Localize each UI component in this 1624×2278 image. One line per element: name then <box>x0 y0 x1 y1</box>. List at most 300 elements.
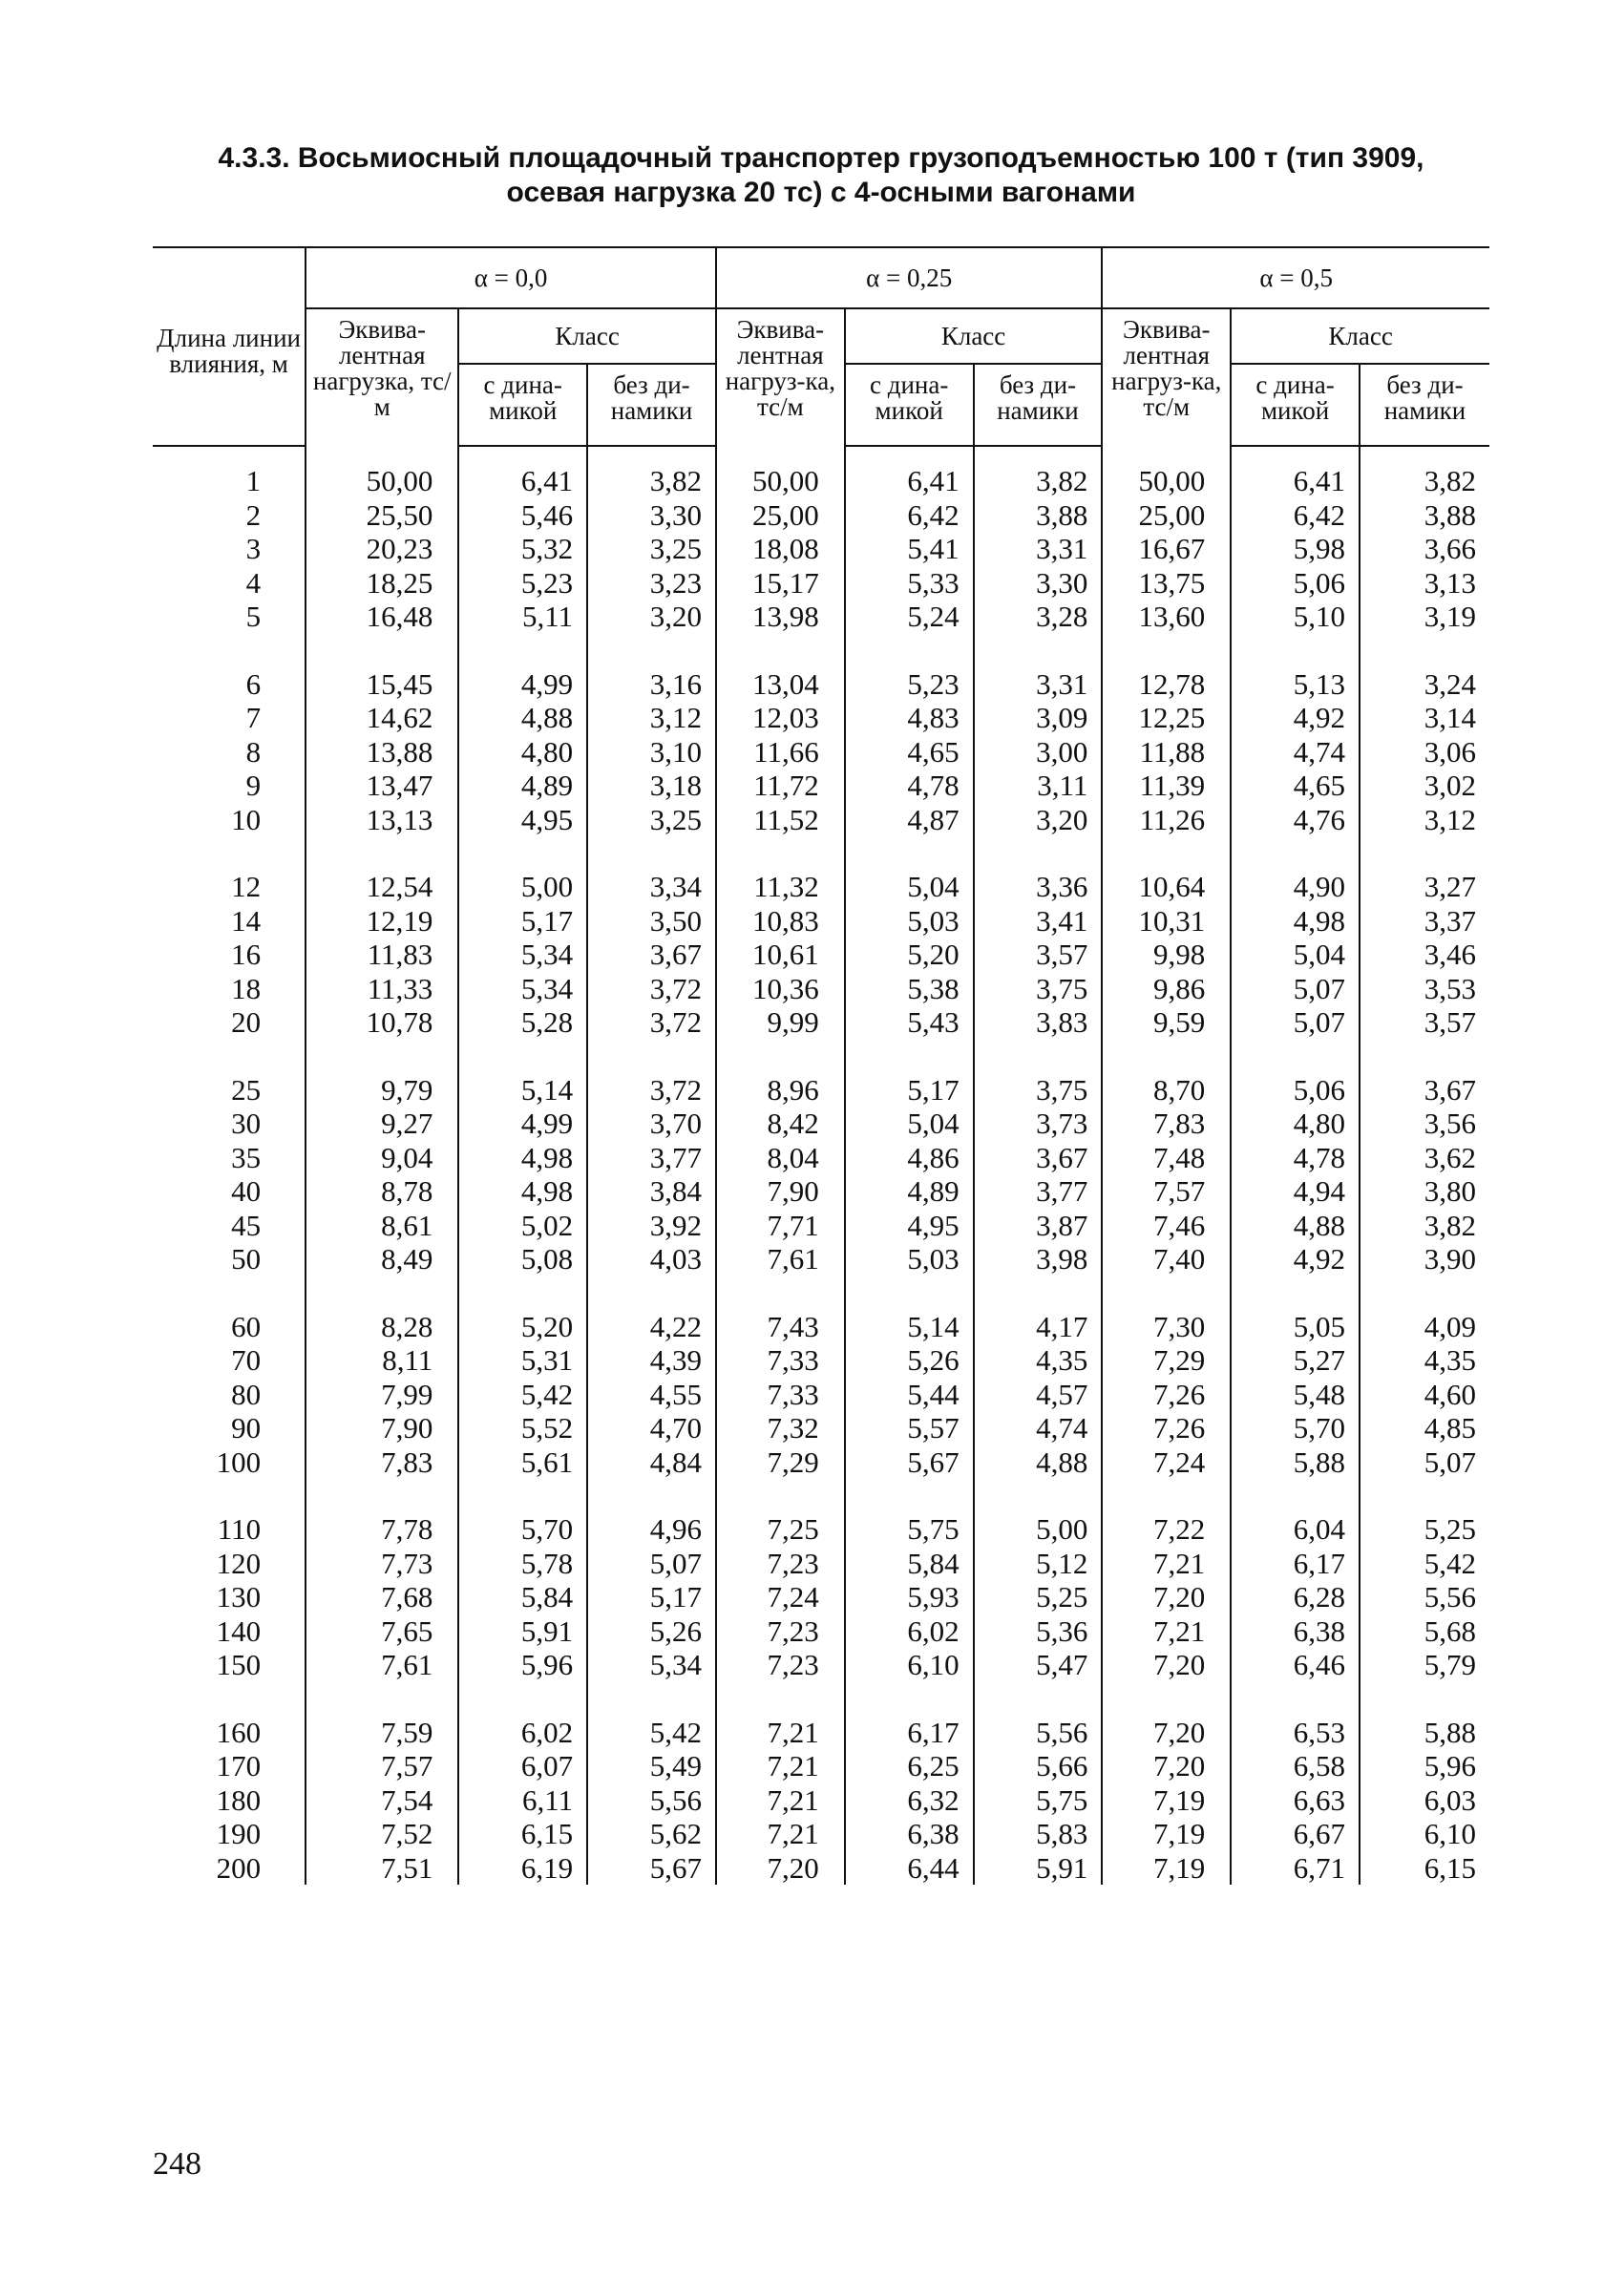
value-cell: 5,79 <box>1360 1648 1489 1682</box>
value-cell: 7,21 <box>716 1783 845 1818</box>
value-cell: 6,10 <box>1360 1817 1489 1851</box>
value-cell: 5,48 <box>1231 1378 1360 1412</box>
value-cell: 6,38 <box>845 1817 974 1851</box>
value-cell: 3,30 <box>974 566 1103 601</box>
value-cell: 3,13 <box>1360 566 1489 601</box>
value-cell: 3,28 <box>974 600 1103 634</box>
table-row <box>153 1378 1489 1412</box>
value-cell: 25,00 <box>716 498 845 533</box>
value-cell: 5,28 <box>458 1005 587 1040</box>
value-cell: 5,66 <box>974 1749 1103 1783</box>
table-row <box>153 1040 1489 1107</box>
value-cell: 5,32 <box>458 532 587 566</box>
value-cell: 4,95 <box>458 803 587 837</box>
value-cell: 3,75 <box>974 1040 1103 1107</box>
value-cell: 4,98 <box>1231 904 1360 939</box>
title-line-2: осевая нагрузка 20 тс) с 4-осными вагонами <box>506 177 1136 208</box>
value-cell: 3,06 <box>1360 735 1489 770</box>
value-cell: 5,31 <box>458 1343 587 1378</box>
value-cell: 7,99 <box>306 1378 458 1412</box>
value-cell: 4,78 <box>1231 1141 1360 1175</box>
value-cell: 7,32 <box>716 1411 845 1445</box>
value-cell: 50,00 <box>1102 446 1231 498</box>
value-cell: 8,70 <box>1102 1040 1231 1107</box>
length-cell: 9 <box>245 769 262 802</box>
value-cell: 6,04 <box>1231 1479 1360 1547</box>
value-cell: 11,33 <box>306 972 458 1006</box>
value-cell: 6,25 <box>845 1749 974 1783</box>
length-cell: 25 <box>231 1072 262 1107</box>
value-cell: 6,46 <box>1231 1648 1360 1682</box>
value-cell: 3,77 <box>974 1174 1103 1209</box>
length-cell: 30 <box>231 1107 262 1140</box>
value-cell: 5,04 <box>1231 938 1360 972</box>
value-cell: 4,39 <box>587 1343 716 1378</box>
table-row <box>153 1107 1489 1141</box>
value-cell: 4,65 <box>845 735 974 770</box>
value-cell: 7,20 <box>716 1851 845 1886</box>
value-cell: 7,52 <box>306 1817 458 1851</box>
value-cell: 6,02 <box>845 1614 974 1649</box>
length-cell: 20 <box>231 1005 262 1039</box>
length-cell: 7 <box>245 701 262 734</box>
value-cell: 11,88 <box>1102 735 1231 770</box>
value-cell: 5,07 <box>1231 972 1360 1006</box>
value-cell: 6,67 <box>1231 1817 1360 1851</box>
value-cell: 5,00 <box>974 1479 1103 1547</box>
value-cell: 4,80 <box>458 735 587 770</box>
value-cell: 6,11 <box>458 1783 587 1818</box>
value-cell: 4,84 <box>587 1445 716 1480</box>
value-cell: 3,14 <box>1360 701 1489 735</box>
value-cell: 12,78 <box>1102 634 1231 702</box>
value-cell: 5,26 <box>587 1614 716 1649</box>
value-cell: 10,31 <box>1102 904 1231 939</box>
value-cell: 25,50 <box>306 498 458 533</box>
value-cell: 6,17 <box>845 1682 974 1750</box>
value-cell: 3,67 <box>974 1141 1103 1175</box>
value-cell: 5,25 <box>974 1580 1103 1614</box>
length-cell: 130 <box>216 1580 262 1614</box>
value-cell: 7,20 <box>1102 1580 1231 1614</box>
value-cell: 5,42 <box>458 1378 587 1412</box>
table-row <box>153 498 1489 533</box>
length-cell: 4 <box>245 565 262 600</box>
load-table <box>153 246 1489 1885</box>
table-row <box>153 1242 1489 1276</box>
value-cell: 5,75 <box>974 1783 1103 1818</box>
value-cell: 5,70 <box>458 1479 587 1547</box>
value-cell: 7,23 <box>716 1614 845 1649</box>
value-cell: 4,99 <box>458 1107 587 1141</box>
value-cell: 11,39 <box>1102 769 1231 803</box>
value-cell: 9,04 <box>306 1141 458 1175</box>
value-cell: 12,03 <box>716 701 845 735</box>
value-cell: 16,48 <box>306 600 458 634</box>
value-cell: 6,71 <box>1231 1851 1360 1886</box>
value-cell: 5,10 <box>1231 600 1360 634</box>
table-row <box>153 1411 1489 1445</box>
value-cell: 5,34 <box>458 938 587 972</box>
table-row <box>153 1851 1489 1886</box>
header-class: Класс <box>845 308 1103 364</box>
value-cell: 7,43 <box>716 1276 845 1344</box>
value-cell: 7,23 <box>716 1648 845 1682</box>
value-cell: 5,20 <box>845 938 974 972</box>
value-cell: 4,98 <box>458 1141 587 1175</box>
value-cell: 7,21 <box>716 1817 845 1851</box>
value-cell: 10,83 <box>716 904 845 939</box>
value-cell: 3,41 <box>974 904 1103 939</box>
table-row <box>153 1174 1489 1209</box>
value-cell: 15,45 <box>306 634 458 702</box>
length-cell: 60 <box>231 1309 262 1343</box>
value-cell: 5,23 <box>845 634 974 702</box>
value-cell: 6,03 <box>1360 1783 1489 1818</box>
value-cell: 7,19 <box>1102 1851 1231 1886</box>
value-cell: 7,51 <box>306 1851 458 1886</box>
value-cell: 3,12 <box>1360 803 1489 837</box>
value-cell: 3,34 <box>587 836 716 904</box>
table-row <box>153 1445 1489 1480</box>
value-cell: 7,46 <box>1102 1209 1231 1243</box>
value-cell: 4,03 <box>587 1242 716 1276</box>
table-row <box>153 701 1489 735</box>
value-cell: 3,75 <box>974 972 1103 1006</box>
value-cell: 5,56 <box>587 1783 716 1818</box>
value-cell: 4,78 <box>845 769 974 803</box>
value-cell: 4,90 <box>1231 836 1360 904</box>
value-cell: 3,82 <box>1360 446 1489 498</box>
value-cell: 7,65 <box>306 1614 458 1649</box>
value-cell: 4,88 <box>458 701 587 735</box>
value-cell: 3,83 <box>974 1005 1103 1040</box>
value-cell: 3,72 <box>587 1005 716 1040</box>
value-cell: 7,26 <box>1102 1411 1231 1445</box>
value-cell: 3,31 <box>974 532 1103 566</box>
value-cell: 7,40 <box>1102 1242 1231 1276</box>
value-cell: 3,50 <box>587 904 716 939</box>
value-cell: 7,73 <box>306 1547 458 1581</box>
value-cell: 5,42 <box>587 1682 716 1750</box>
value-cell: 5,20 <box>458 1276 587 1344</box>
length-cell: 160 <box>216 1715 262 1749</box>
header-with-dynamics: с дина-микой <box>458 364 587 446</box>
value-cell: 5,84 <box>458 1580 587 1614</box>
value-cell: 3,57 <box>1360 1005 1489 1040</box>
value-cell: 3,31 <box>974 634 1103 702</box>
value-cell: 3,46 <box>1360 938 1489 972</box>
header-equiv-load: Эквива-лентная нагруз-ка, тс/м <box>1102 308 1231 446</box>
value-cell: 6,42 <box>845 498 974 533</box>
value-cell: 7,20 <box>1102 1648 1231 1682</box>
length-cell: 8 <box>245 734 262 769</box>
value-cell: 12,19 <box>306 904 458 939</box>
value-cell: 7,23 <box>716 1547 845 1581</box>
value-cell: 3,72 <box>587 1040 716 1107</box>
length-cell: 5 <box>245 600 262 633</box>
value-cell: 7,21 <box>716 1749 845 1783</box>
value-cell: 5,70 <box>1231 1411 1360 1445</box>
value-cell: 8,61 <box>306 1209 458 1243</box>
value-cell: 5,75 <box>845 1479 974 1547</box>
table-row <box>153 904 1489 939</box>
value-cell: 5,49 <box>587 1749 716 1783</box>
value-cell: 6,63 <box>1231 1783 1360 1818</box>
value-cell: 13,47 <box>306 769 458 803</box>
table-row <box>153 938 1489 972</box>
value-cell: 4,98 <box>458 1174 587 1209</box>
value-cell: 10,36 <box>716 972 845 1006</box>
length-cell: 14 <box>231 903 262 938</box>
value-cell: 3,77 <box>587 1141 716 1175</box>
value-cell: 5,23 <box>458 566 587 601</box>
length-cell: 12 <box>231 870 262 903</box>
value-cell: 20,23 <box>306 532 458 566</box>
header-without-dynamics: без ди-намики <box>1360 364 1489 446</box>
table-row <box>153 803 1489 837</box>
value-cell: 4,60 <box>1360 1378 1489 1412</box>
value-cell: 5,67 <box>587 1851 716 1886</box>
value-cell: 5,24 <box>845 600 974 634</box>
header-with-dynamics: с дина-микой <box>845 364 974 446</box>
header-equiv-load: Эквива-лентная нагрузка, тс/м <box>306 308 458 446</box>
value-cell: 6,32 <box>845 1783 974 1818</box>
table-row <box>153 532 1489 566</box>
value-cell: 5,42 <box>1360 1547 1489 1581</box>
header-class: Класс <box>458 308 716 364</box>
value-cell: 5,91 <box>974 1851 1103 1886</box>
table-row <box>153 566 1489 601</box>
value-cell: 11,26 <box>1102 803 1231 837</box>
value-cell: 6,17 <box>1231 1547 1360 1581</box>
value-cell: 5,04 <box>845 1107 974 1141</box>
value-cell: 6,58 <box>1231 1749 1360 1783</box>
value-cell: 6,07 <box>458 1749 587 1783</box>
value-cell: 5,17 <box>587 1580 716 1614</box>
value-cell: 16,67 <box>1102 532 1231 566</box>
table-title <box>143 141 1499 210</box>
value-cell: 10,78 <box>306 1005 458 1040</box>
value-cell: 4,83 <box>845 701 974 735</box>
length-cell: 80 <box>231 1377 262 1411</box>
length-cell: 120 <box>216 1546 262 1580</box>
table-row <box>153 1817 1489 1851</box>
value-cell: 7,22 <box>1102 1479 1231 1547</box>
value-cell: 4,35 <box>974 1343 1103 1378</box>
value-cell: 5,25 <box>1360 1479 1489 1547</box>
header-without-dynamics: без ди-намики <box>974 364 1103 446</box>
value-cell: 5,00 <box>458 836 587 904</box>
table-row <box>153 1580 1489 1614</box>
value-cell: 3,10 <box>587 735 716 770</box>
value-cell: 3,53 <box>1360 972 1489 1006</box>
value-cell: 4,99 <box>458 634 587 702</box>
value-cell: 3,02 <box>1360 769 1489 803</box>
table-row <box>153 634 1489 702</box>
value-cell: 5,96 <box>458 1648 587 1682</box>
value-cell: 50,00 <box>716 446 845 498</box>
value-cell: 13,98 <box>716 600 845 634</box>
value-cell: 4,09 <box>1360 1276 1489 1344</box>
value-cell: 5,02 <box>458 1209 587 1243</box>
value-cell: 7,21 <box>716 1682 845 1750</box>
value-cell: 4,92 <box>1231 1242 1360 1276</box>
value-cell: 7,30 <box>1102 1276 1231 1344</box>
value-cell: 3,88 <box>1360 498 1489 533</box>
value-cell: 3,09 <box>974 701 1103 735</box>
value-cell: 5,62 <box>587 1817 716 1851</box>
table-row <box>153 1005 1489 1040</box>
value-cell: 7,68 <box>306 1580 458 1614</box>
value-cell: 3,70 <box>587 1107 716 1141</box>
value-cell: 8,49 <box>306 1242 458 1276</box>
value-cell: 12,25 <box>1102 701 1231 735</box>
value-cell: 4,89 <box>845 1174 974 1209</box>
value-cell: 5,05 <box>1231 1276 1360 1344</box>
value-cell: 9,86 <box>1102 972 1231 1006</box>
value-cell: 4,88 <box>974 1445 1103 1480</box>
page-number: 248 <box>153 2146 201 2182</box>
value-cell: 3,90 <box>1360 1242 1489 1276</box>
value-cell: 5,41 <box>845 532 974 566</box>
length-cell: 190 <box>216 1817 262 1850</box>
table-row <box>153 600 1489 634</box>
value-cell: 7,21 <box>1102 1547 1231 1581</box>
value-cell: 7,33 <box>716 1378 845 1412</box>
table-row <box>153 1141 1489 1175</box>
value-cell: 5,26 <box>845 1343 974 1378</box>
header-without-dynamics: без ди-намики <box>587 364 716 446</box>
value-cell: 5,27 <box>1231 1343 1360 1378</box>
value-cell: 9,98 <box>1102 938 1231 972</box>
value-cell: 5,11 <box>458 600 587 634</box>
value-cell: 7,20 <box>1102 1749 1231 1783</box>
value-cell: 3,25 <box>587 532 716 566</box>
length-cell: 45 <box>231 1208 262 1242</box>
value-cell: 7,29 <box>1102 1343 1231 1378</box>
value-cell: 3,37 <box>1360 904 1489 939</box>
length-cell: 170 <box>216 1749 262 1782</box>
value-cell: 3,56 <box>1360 1107 1489 1141</box>
header-equiv-load: Эквива-лентная нагруз-ка, тс/м <box>716 308 845 446</box>
value-cell: 3,92 <box>587 1209 716 1243</box>
value-cell: 13,13 <box>306 803 458 837</box>
length-cell: 150 <box>216 1648 262 1681</box>
value-cell: 5,04 <box>845 836 974 904</box>
table-row <box>153 1209 1489 1243</box>
value-cell: 4,76 <box>1231 803 1360 837</box>
header-length: Длина линии влияния, м <box>153 247 306 446</box>
value-cell: 8,42 <box>716 1107 845 1141</box>
length-cell: 1 <box>245 464 262 497</box>
header-alpha-0: α = 0,0 <box>306 247 716 308</box>
value-cell: 7,78 <box>306 1479 458 1547</box>
value-cell: 5,96 <box>1360 1749 1489 1783</box>
value-cell: 5,93 <box>845 1580 974 1614</box>
value-cell: 4,55 <box>587 1378 716 1412</box>
value-cell: 8,96 <box>716 1040 845 1107</box>
value-cell: 11,83 <box>306 938 458 972</box>
value-cell: 3,30 <box>587 498 716 533</box>
value-cell: 6,10 <box>845 1648 974 1682</box>
value-cell: 5,03 <box>845 1242 974 1276</box>
value-cell: 9,27 <box>306 1107 458 1141</box>
value-cell: 7,29 <box>716 1445 845 1480</box>
value-cell: 5,43 <box>845 1005 974 1040</box>
value-cell: 3,82 <box>1360 1209 1489 1243</box>
value-cell: 12,54 <box>306 836 458 904</box>
value-cell: 5,08 <box>458 1242 587 1276</box>
value-cell: 7,54 <box>306 1783 458 1818</box>
value-cell: 7,24 <box>716 1580 845 1614</box>
value-cell: 4,74 <box>1231 735 1360 770</box>
value-cell: 5,14 <box>845 1276 974 1344</box>
value-cell: 25,00 <box>1102 498 1231 533</box>
table-row <box>153 1783 1489 1818</box>
value-cell: 5,34 <box>458 972 587 1006</box>
length-cell: 100 <box>216 1445 262 1479</box>
value-cell: 9,79 <box>306 1040 458 1107</box>
table-body <box>153 446 1489 1885</box>
value-cell: 7,26 <box>1102 1378 1231 1412</box>
value-cell: 4,96 <box>587 1479 716 1547</box>
value-cell: 5,61 <box>458 1445 587 1480</box>
header-class: Класс <box>1231 308 1489 364</box>
value-cell: 5,56 <box>1360 1580 1489 1614</box>
table-row <box>153 1614 1489 1649</box>
value-cell: 8,04 <box>716 1141 845 1175</box>
length-cell: 3 <box>245 532 262 565</box>
value-cell: 5,78 <box>458 1547 587 1581</box>
value-cell: 3,98 <box>974 1242 1103 1276</box>
value-cell: 15,17 <box>716 566 845 601</box>
value-cell: 13,75 <box>1102 566 1231 601</box>
table-row <box>153 1547 1489 1581</box>
value-cell: 6,53 <box>1231 1682 1360 1750</box>
value-cell: 3,62 <box>1360 1141 1489 1175</box>
value-cell: 5,52 <box>458 1411 587 1445</box>
table-row <box>153 1343 1489 1378</box>
value-cell: 5,06 <box>1231 566 1360 601</box>
value-cell: 3,88 <box>974 498 1103 533</box>
value-cell: 5,84 <box>845 1547 974 1581</box>
value-cell: 7,71 <box>716 1209 845 1243</box>
length-cell: 90 <box>231 1411 262 1445</box>
table-row <box>153 735 1489 770</box>
value-cell: 4,74 <box>974 1411 1103 1445</box>
value-cell: 3,84 <box>587 1174 716 1209</box>
table-row <box>153 836 1489 904</box>
value-cell: 4,35 <box>1360 1343 1489 1378</box>
value-cell: 11,32 <box>716 836 845 904</box>
value-cell: 5,17 <box>845 1040 974 1107</box>
length-cell: 50 <box>231 1242 262 1276</box>
value-cell: 5,03 <box>845 904 974 939</box>
value-cell: 4,95 <box>845 1209 974 1243</box>
value-cell: 6,02 <box>458 1682 587 1750</box>
value-cell: 6,38 <box>1231 1614 1360 1649</box>
value-cell: 5,07 <box>587 1547 716 1581</box>
value-cell: 4,80 <box>1231 1107 1360 1141</box>
value-cell: 5,36 <box>974 1614 1103 1649</box>
value-cell: 4,87 <box>845 803 974 837</box>
value-cell: 4,65 <box>1231 769 1360 803</box>
value-cell: 4,57 <box>974 1378 1103 1412</box>
table-row <box>153 446 1489 498</box>
value-cell: 3,87 <box>974 1209 1103 1243</box>
value-cell: 8,78 <box>306 1174 458 1209</box>
